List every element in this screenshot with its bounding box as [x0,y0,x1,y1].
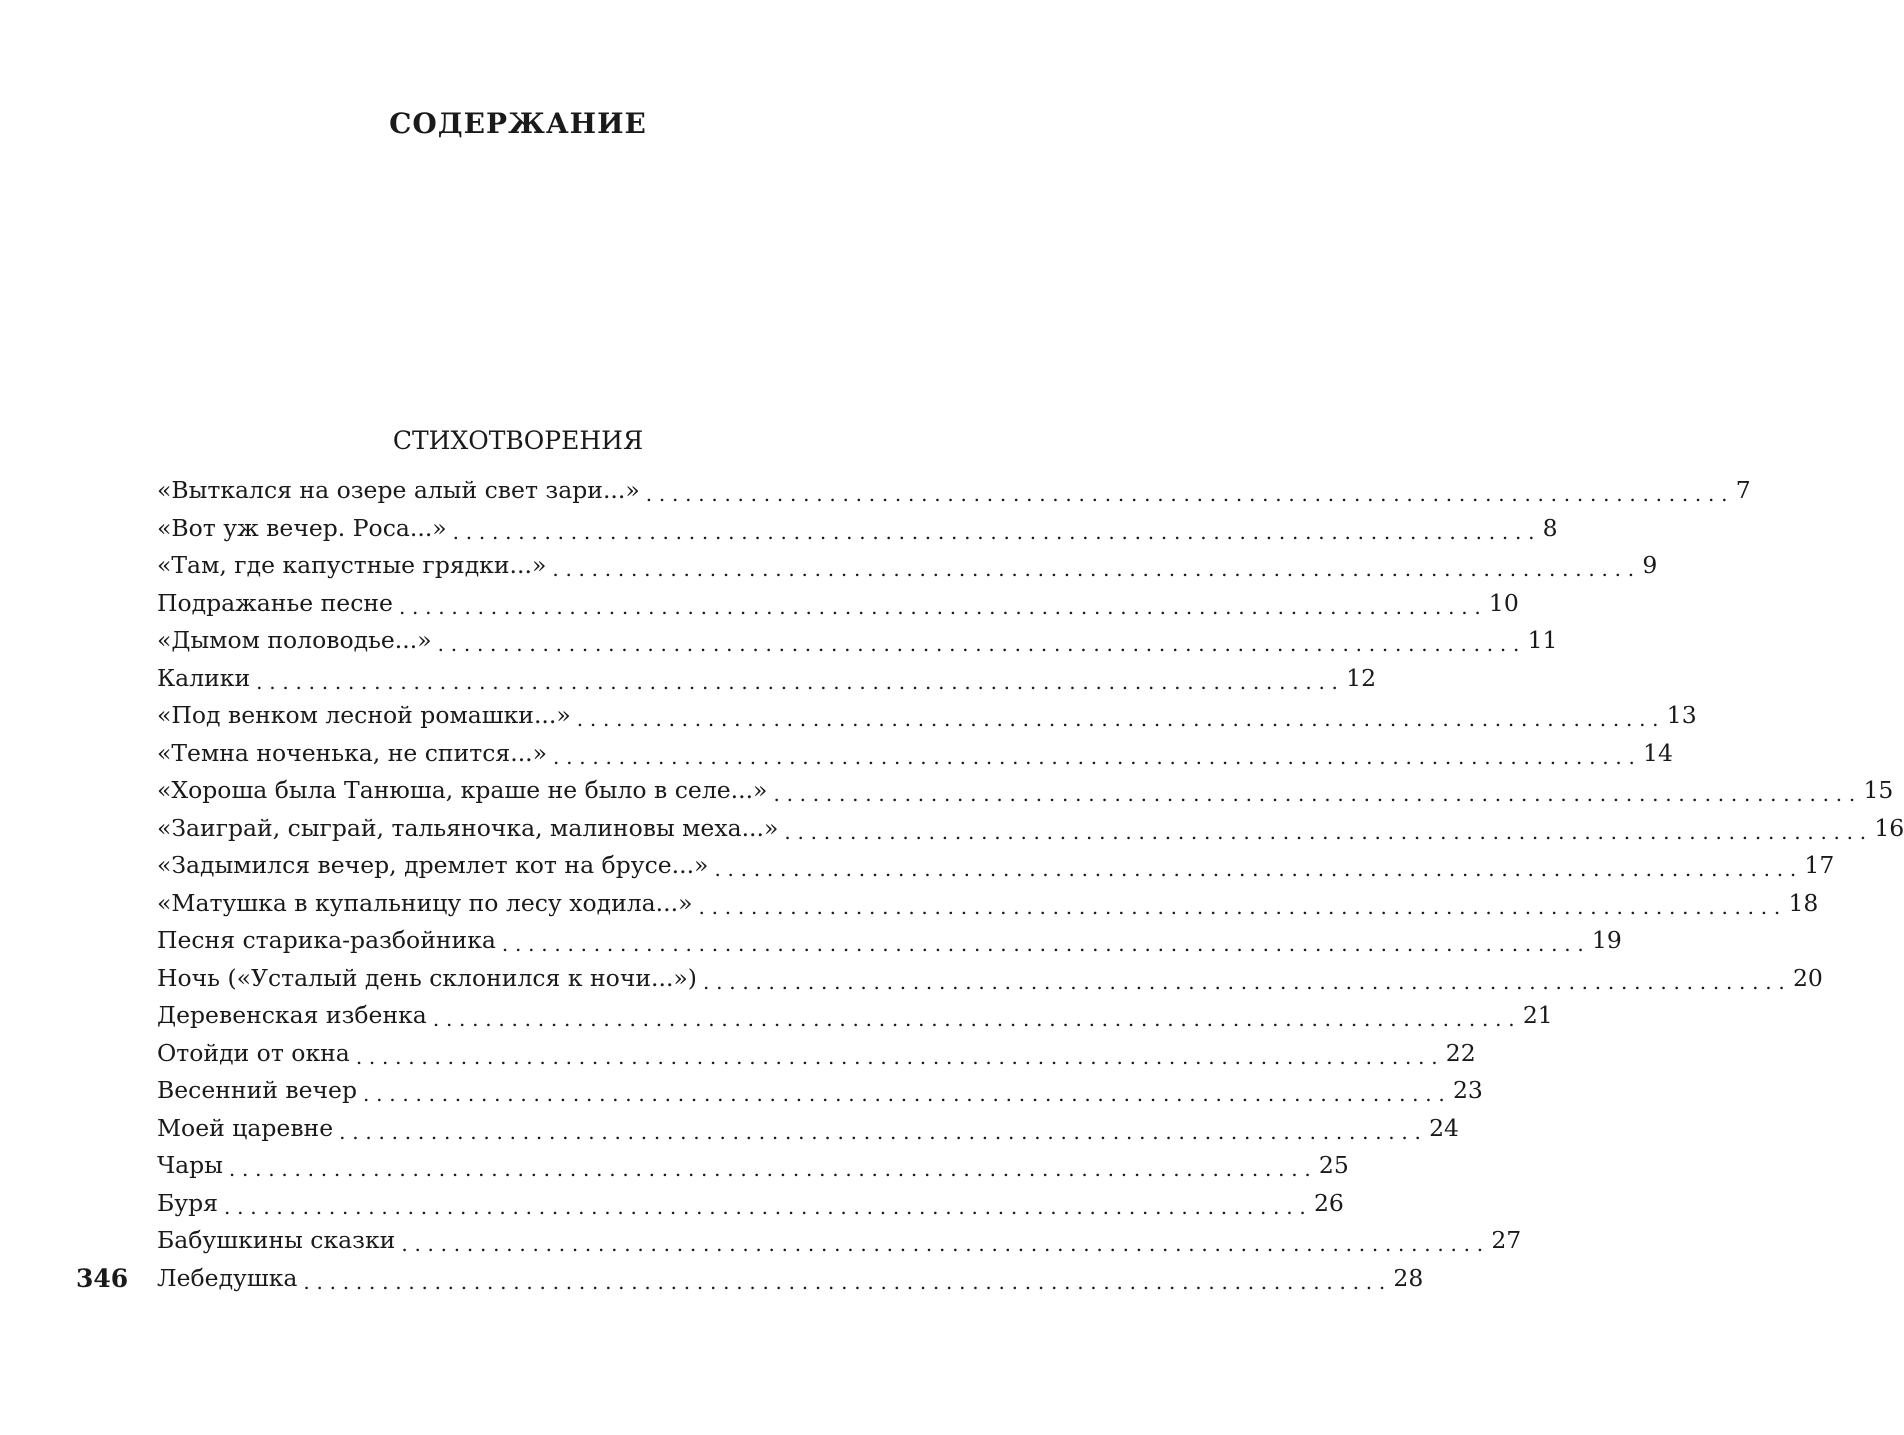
toc-entry-title: Деревенская избенка [157,1001,427,1029]
toc-row[interactable] [157,1110,1460,1148]
dot-leader [363,1076,1445,1100]
toc-entry-title: «Под венком лесной ромашки...» [157,701,571,729]
toc-row[interactable] [157,997,1553,1035]
toc-page-number: 12 [1346,663,1377,692]
toc-entry-title: Моей царевне [157,1113,334,1142]
dot-leader [698,889,1780,913]
dot-leader [256,664,1338,688]
toc-entry-title: Весенний вечер [157,1076,357,1104]
toc-row[interactable] [157,472,1751,510]
toc-row[interactable] [157,1147,1349,1185]
toc-entry-title: «Вот уж вечер. Роса...» [157,513,447,542]
dot-leader [552,551,1634,575]
toc-row[interactable] [157,1222,1522,1260]
toc-page-number: 26 [1313,1188,1344,1217]
toc-entry-title: «Темна ноченька, не спится...» [157,738,548,767]
toc-entry-title: «Задымился вечер, дремлет кот на брусе...» [157,851,709,879]
toc-row[interactable] [157,660,1377,698]
toc-row[interactable] [157,810,1904,848]
toc-entry-title: Калики [157,663,251,692]
toc-entry-title: Лебедушка [157,1263,298,1292]
toc-entry-title: Песня старика-разбойника [157,926,496,954]
toc-row[interactable] [157,1260,1424,1298]
dot-leader [356,1039,1438,1063]
toc-entry-title: «Выткался на озере алый свет зари...» [157,476,640,504]
toc-page-number: 25 [1318,1151,1349,1179]
toc-page-number: 7 [1735,476,1751,504]
toc-page-number: 21 [1522,1001,1553,1029]
toc-page-number: 13 [1666,701,1697,729]
toc-page-number: 20 [1792,963,1823,992]
toc-row[interactable] [157,885,1819,923]
toc-row[interactable] [157,1185,1344,1223]
dot-leader [401,1226,1483,1250]
toc-page-number: 16 [1874,813,1904,842]
toc-page-number: 8 [1542,513,1558,542]
toc-page-number: 9 [1642,551,1658,579]
toc-page-number: 19 [1591,926,1622,954]
toc-row[interactable] [157,547,1658,585]
dot-leader [646,476,1728,500]
toc-page-number: 23 [1452,1076,1483,1104]
toc-page-number: 28 [1393,1263,1424,1292]
dot-leader [784,814,1866,838]
dot-leader [714,851,1796,875]
dot-leader [453,514,1535,538]
toc-row[interactable] [157,585,1519,623]
section-title: СТИХОТВОРЕНИЯ [392,426,644,455]
dot-leader [703,964,1785,988]
toc-entry-title: Бабушкины сказки [157,1226,396,1254]
toc-page-number: 15 [1863,776,1894,804]
toc-entry-title: Ночь («Усталый день склонился к ночи...») [157,963,697,992]
toc-row[interactable] [157,1072,1483,1110]
toc-row[interactable] [157,1035,1476,1073]
toc-entry-title: «Дымом половодье...» [157,626,432,654]
toc-page-number: 27 [1491,1226,1522,1254]
toc-entry-title: «Там, где капустные грядки...» [157,551,547,579]
page-title: СОДЕРЖАНИЕ [389,107,647,140]
toc-row[interactable] [157,622,1558,660]
toc-page-number: 14 [1643,738,1673,767]
toc-row[interactable] [157,847,1835,885]
dot-leader [303,1264,1385,1288]
dot-leader [577,701,1659,725]
toc-page-number: 22 [1445,1038,1476,1067]
page-number: 346 [76,1264,129,1293]
toc-entry-title: Буря [157,1188,218,1217]
dot-leader [224,1189,1306,1213]
toc-row[interactable] [157,772,1894,810]
toc-entry-title: Подражанье песне [157,588,393,617]
toc-page-number: 24 [1429,1113,1460,1142]
dot-leader [339,1114,1421,1138]
dot-leader [773,776,1855,800]
dot-leader [433,1001,1515,1025]
toc-entry-title: Чары [157,1151,223,1179]
toc-row[interactable] [157,960,1823,998]
toc-entry-title: Отойди от окна [157,1038,350,1067]
dot-leader [399,589,1481,613]
dot-leader [229,1151,1311,1175]
table-of-contents [157,472,1904,1297]
toc-row[interactable] [157,922,1622,960]
toc-page-number: 10 [1488,588,1519,617]
toc-entry-title: «Матушка в купальницу по лесу ходила...» [157,888,693,917]
toc-row[interactable] [157,510,1558,548]
toc-entry-title: «Заиграй, сыграй, тальяночка, малиновы меха...» [157,813,779,842]
toc-page-number: 18 [1788,888,1819,917]
toc-entry-title: «Хороша была Танюша, краше не было в селе...» [157,776,768,804]
dot-leader [438,626,1520,650]
toc-page-number: 17 [1804,851,1835,879]
toc-row[interactable] [157,735,1673,773]
toc-row[interactable] [157,697,1697,735]
dot-leader [502,926,1584,950]
dot-leader [553,739,1635,763]
toc-page-number: 11 [1527,626,1558,654]
